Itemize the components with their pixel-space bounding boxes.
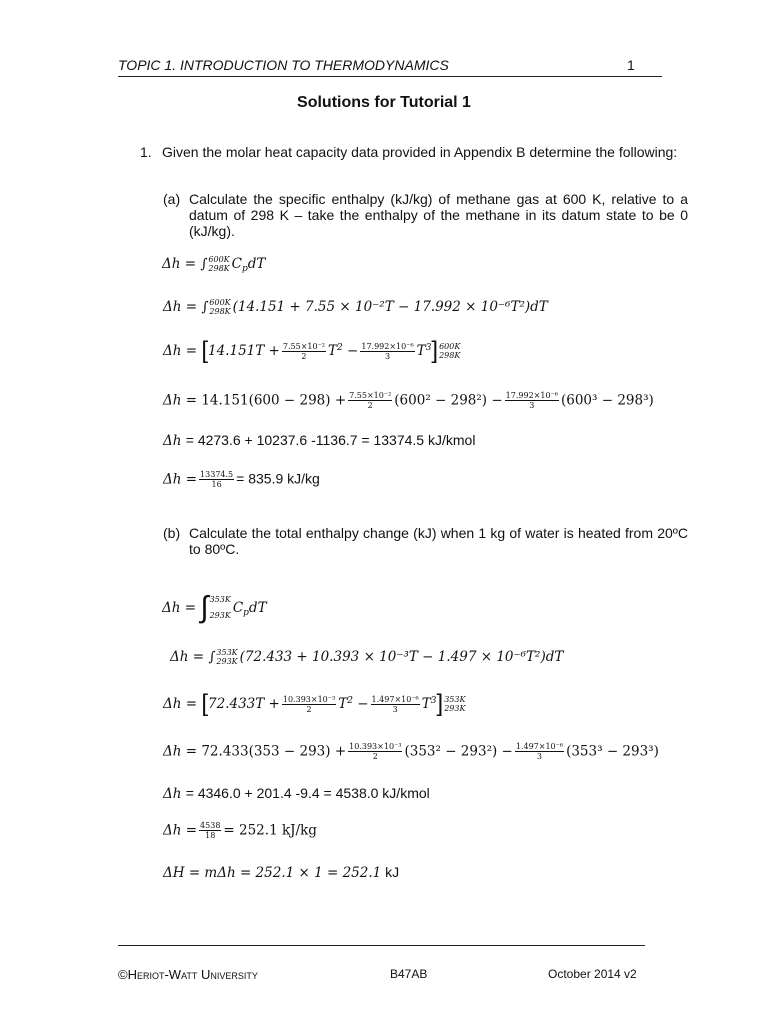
- part-b-label: (b): [163, 525, 181, 541]
- fraction-denominator: 2: [301, 351, 307, 361]
- part-b-equation-4: Δh = 72.433(353 − 293) + $\frac{\text{10.393×10⁻³}}{2}$ (353² − 293²) − $\frac{\text{1.497×10⁻⁶}}{3}$ (353³ − 293³): [163, 742, 659, 761]
- fraction-numerator: 10.393×10⁻³: [349, 742, 402, 751]
- fraction-numerator: 1.497×10⁻⁶: [371, 694, 419, 704]
- part-b-equation-5: Δh = 4346.0 + 201.4 -9.4 = 4538.0 kJ/kmol: [163, 785, 430, 802]
- term: (600² − 298²) −: [394, 392, 503, 409]
- term: 72.433T +: [208, 696, 280, 713]
- part-b-equation-3: Δh = [72.433T + $\frac{\text{10.393×10⁻³}}{2}$ $T^2$ − $\frac{\text{1.497×10⁻⁶}}{3}$ $T^3$] 353K 293K: [163, 690, 466, 717]
- page-number: 1: [627, 57, 635, 73]
- fraction-denominator: 2: [306, 704, 312, 714]
- footer-date-version: October 2014 v2: [548, 967, 637, 981]
- fraction-numerator: 17.992×10⁻⁶: [361, 341, 414, 351]
- term: 72.433(353 − 293) +: [201, 743, 347, 760]
- term: (600³ − 298³): [560, 392, 654, 409]
- upper-limit: 600K: [208, 255, 230, 264]
- fraction-numerator: 7.55×10⁻²: [282, 341, 325, 351]
- part-a-text: Calculate the specific enthalpy (kJ/kg) of methane gas at 600 K, relative to a datum of 298 K – take the enthalpy of the methane in its datum state to be 0 (kJ/kg).: [189, 191, 688, 239]
- upper-limit: 600K: [439, 342, 461, 351]
- fraction-numerator: 1.497×10⁻⁶: [515, 742, 564, 751]
- term: (353³ − 293³): [566, 743, 659, 760]
- lower-limit: 293K: [209, 611, 231, 620]
- fraction-denominator: 16: [211, 480, 222, 489]
- footer-course-code: B47AB: [390, 967, 428, 981]
- upper-limit: 353K: [209, 595, 231, 604]
- result-kjkmol: = 4346.0 + 201.4 -9.4 = 4538.0 kJ/kmol: [185, 785, 430, 801]
- fraction-denominator: 2: [367, 401, 373, 410]
- result-kjkg: = 835.9 kJ/kg: [236, 470, 320, 487]
- unit: kJ: [381, 864, 400, 880]
- question-text: Given the molar heat capacity data provided in Appendix B determine the following:: [162, 144, 678, 160]
- footer-rule: [118, 945, 645, 946]
- fraction-denominator: 2: [372, 752, 378, 761]
- total-enthalpy: ΔH = mΔh = 252.1 × 1 = 252.1: [163, 865, 382, 881]
- page-title: Solutions for Tutorial 1: [297, 94, 471, 111]
- part-b-equation-2: Δh = ∫ 353K 293K (72.433 + 10.393 × 10⁻³T − 1.497 × 10⁻⁶T²)dT: [170, 648, 564, 666]
- fraction-numerator: 10.393×10⁻³: [282, 694, 336, 704]
- upper-limit: 353K: [216, 648, 238, 657]
- upper-limit: 353K: [444, 695, 466, 704]
- result-kjkg: = 252.1 kJ/kg: [223, 822, 317, 839]
- part-a-equation-6: Δh = $\frac{13374.5}{16}$ = 835.9 kJ/kg: [163, 470, 320, 489]
- fraction-numerator: 7.55×10⁻²: [349, 391, 392, 400]
- lower-limit: 298K: [209, 307, 231, 316]
- upper-limit: 600K: [209, 298, 231, 307]
- header-rule: [118, 76, 662, 77]
- part-b-text: Calculate the total enthalpy change (kJ) when 1 kg of water is heated from 20ºC to 80ºC.: [189, 525, 688, 557]
- fraction-denominator: 3: [392, 704, 398, 714]
- lower-limit: 293K: [444, 704, 466, 713]
- fraction-denominator: 3: [529, 401, 535, 410]
- fraction-numerator: 13374.5: [200, 470, 234, 479]
- part-a-equation-1: Δh = ∫ 600K 298K $C_pdT$: [162, 255, 266, 275]
- lower-limit: 298K: [208, 264, 230, 273]
- integrand: (72.433 + 10.393 × 10⁻³T − 1.497 × 10⁻⁶T²)dT: [239, 649, 564, 666]
- result-kjkmol: = 4273.6 + 10237.6 -1136.7 = 13374.5 kJ/kmol: [185, 432, 476, 448]
- term: 14.151T +: [208, 343, 280, 360]
- part-a-equation-2: Δh = ∫ 600K 298K (14.151 + 7.55 × 10⁻²T − 17.992 × 10⁻⁶T²)dT: [163, 298, 548, 316]
- integrand: (14.151 + 7.55 × 10⁻²T − 17.992 × 10⁻⁶T²)dT: [232, 299, 548, 316]
- question-number: 1.: [140, 144, 152, 160]
- part-a-equation-5: Δh = 4273.6 + 10237.6 -1136.7 = 13374.5 kJ/kmol: [163, 432, 476, 449]
- fraction-numerator: 4538: [200, 821, 221, 830]
- footer-copyright: ©Heriot-Watt University: [118, 967, 258, 982]
- part-b-equation-1: Δh = ∫ 353K 293K $C_pdT$: [162, 591, 267, 624]
- part-a-equation-3: Δh = [14.151T + $\frac{\text{7.55×10⁻²}}{2}$ $T^2$ − $\frac{\text{17.992×10⁻⁶}}{3}$ $T^3$] 600K 298K: [163, 337, 461, 364]
- term: (353² − 293²) −: [404, 743, 513, 760]
- lower-limit: 298K: [439, 351, 461, 360]
- lower-limit: 293K: [216, 657, 238, 666]
- part-a-equation-4: Δh = 14.151(600 − 298) + $\frac{\text{7.55×10⁻²}}{2}$ (600² − 298²) − $\frac{\text{17.992×10⁻⁶}}{3}$ (600³ − 298³): [163, 391, 654, 410]
- term: 14.151(600 − 298) +: [201, 392, 347, 409]
- part-b-equation-6: Δh = $\frac{4538}{18}$ = 252.1 kJ/kg: [163, 821, 317, 840]
- running-header-topic: TOPIC 1. INTRODUCTION TO THERMODYNAMICS: [118, 57, 449, 73]
- fraction-denominator: 3: [536, 752, 543, 761]
- fraction-denominator: 18: [205, 831, 216, 840]
- part-b-equation-7: [163, 864, 399, 882]
- fraction-numerator: 17.992×10⁻⁶: [505, 391, 558, 400]
- fraction-denominator: 3: [384, 351, 391, 361]
- part-a-label: (a): [163, 191, 181, 207]
